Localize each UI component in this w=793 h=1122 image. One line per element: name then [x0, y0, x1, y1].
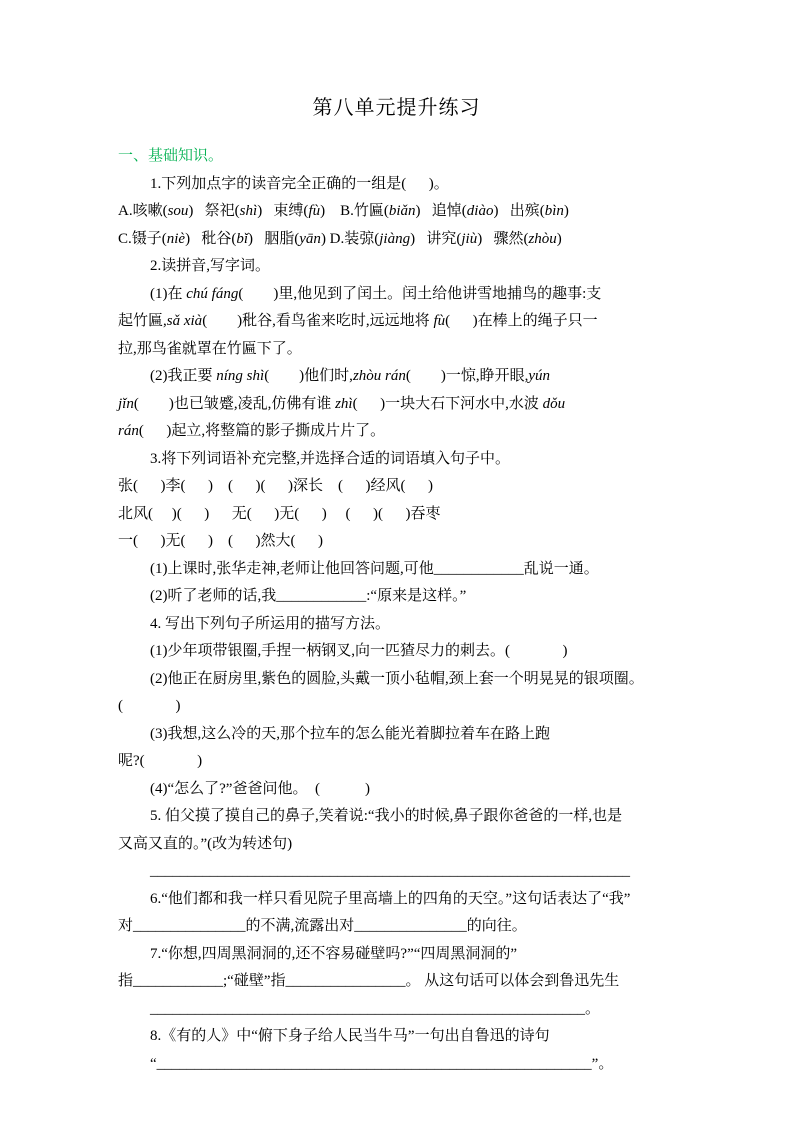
page-title: 第八单元提升练习: [312, 97, 481, 119]
text-segment: 拉,那鸟雀就罩在竹匾下了。: [118, 340, 302, 357]
document-line: [118, 171, 715, 199]
document-line: [118, 858, 715, 886]
text-segment: 张( )李( ) ( )( )深长 ( )经风( ): [118, 478, 433, 494]
text-segment: C.镊子(: [118, 230, 167, 247]
pinyin-text: niè: [166, 230, 186, 247]
text-segment: 4. 写出下列句子所运用的描写方法。: [150, 615, 391, 632]
pinyin-text: bǐ: [236, 230, 249, 247]
text-segment: 5. 伯父摸了摸自己的鼻子,笑着说:“我小的时候,鼻子跟你爸爸的一样,也是: [150, 808, 623, 824]
pinyin-text: fù: [308, 203, 321, 219]
document-line: [118, 941, 715, 969]
text-segment: (1)上课时,张华走神,老师让他回答问题,可他____________乱说一通。: [150, 560, 599, 577]
text-segment: ( )一惊,睁开眼,: [405, 368, 529, 384]
text-segment: 6.“他们都和我一样只看见院子里高墙上的四角的天空。”这句话表达了“我”: [150, 890, 631, 907]
text-segment: ) 祭祀(: [188, 203, 240, 219]
text-segment: 北风( )( ) 无( )无( ) ( )( )吞枣: [118, 505, 441, 522]
document-line: [118, 776, 715, 804]
section-heading: 一、基础知识。: [118, 148, 224, 164]
text-segment: ) 出殡(: [493, 203, 545, 219]
document-line: [118, 831, 715, 859]
pinyin-text: bìn: [544, 203, 564, 219]
text-segment: 7.“你想,四周黑洞洞的,还不容易碰壁吗?”“四周黑洞洞的”: [150, 945, 518, 962]
pinyin-text: yún: [528, 368, 551, 384]
document-line: [118, 473, 715, 501]
text-segment: 起竹匾,: [118, 313, 167, 329]
text-segment: 一( )无( ) ( )然大( ): [118, 533, 323, 549]
text-segment: 对_______________的不满,流露出对_______________的向往。: [118, 918, 527, 934]
document-body: [118, 171, 675, 1079]
document-line: [118, 666, 715, 694]
document-line: [118, 501, 715, 529]
document-line: [118, 446, 715, 474]
text-segment: A.咳嗽(: [118, 203, 168, 219]
text-segment: ________________________________________________________________: [150, 863, 630, 879]
document-line: [118, 968, 715, 996]
text-segment: ) 胭脂(: [248, 230, 300, 247]
text-segment: 1.下列加点字的读音完全正确的一组是( )。: [150, 175, 449, 192]
text-segment: ) D.装弶(: [320, 230, 380, 247]
text-segment: ( )也已皱蹙,凌乱,仿佛有谁: [133, 395, 336, 412]
document-line: [118, 391, 715, 419]
text-segment: ( )他们时,: [264, 368, 353, 384]
text-segment: ( )一块大石下河水中,水波: [352, 395, 543, 412]
text-segment: ( )起立,将整篇的影子撕成片片了。: [138, 423, 386, 439]
text-segment: ) 追悼(: [415, 203, 467, 219]
document-line: [118, 996, 715, 1024]
text-segment: 2.读拼音,写字词。: [150, 258, 271, 274]
pinyin-text: chú fáng: [186, 285, 239, 302]
document-line: [118, 1051, 715, 1079]
document-line: [118, 611, 715, 639]
text-segment: ( )秕谷,看鸟雀来吃时,远远地将: [202, 313, 434, 329]
text-segment: ) B.竹匾(: [320, 203, 389, 219]
document-line: [118, 583, 715, 611]
text-segment: ): [556, 230, 562, 247]
text-segment: __________________________________________________________。: [150, 1000, 601, 1017]
pinyin-text: zhì: [335, 395, 353, 412]
text-segment: 3.将下列词语补充完整,并选择合适的词语填入句子中。: [150, 450, 511, 467]
pinyin-text: níng shì: [216, 368, 265, 384]
document-line: [118, 748, 715, 776]
document-line: [118, 1023, 715, 1051]
pinyin-text: jiù: [461, 230, 478, 247]
document-line: [118, 913, 715, 941]
document-line: [118, 556, 715, 584]
pinyin-text: diào: [466, 203, 494, 219]
text-segment: 指____________;“碰壁”指________________。 从这句话可以体会到鲁迅先生: [118, 973, 620, 989]
document-line: [118, 308, 715, 336]
document-line: [118, 721, 715, 749]
text-segment: 呢?( ): [118, 753, 203, 769]
text-segment: (2)我正要: [150, 368, 217, 384]
text-segment: ) 束缚(: [257, 203, 309, 219]
pinyin-text: jiàng: [379, 230, 411, 247]
pinyin-text: yān: [299, 230, 321, 247]
text-segment: ) 讲究(: [410, 230, 462, 247]
text-segment: ( ): [118, 698, 181, 714]
text-segment: 又高又直的。”(改为转述句): [118, 835, 293, 852]
pinyin-text: dǒu: [542, 395, 566, 412]
document-line: [118, 336, 715, 364]
pinyin-text: rán: [118, 423, 139, 439]
document-line: [118, 418, 715, 446]
pinyin-text: zhòu rán: [352, 368, 406, 384]
text-segment: ) 秕谷(: [185, 230, 237, 247]
text-segment: 8.《有的人》中“俯下身子给人民当牛马”一句出自鲁迅的诗句: [150, 1028, 550, 1044]
document-line: [118, 803, 715, 831]
document-line: [118, 281, 715, 309]
text-segment: ): [563, 203, 569, 219]
pinyin-text: sou: [167, 203, 189, 219]
pinyin-text: fù: [433, 313, 446, 329]
document-line: [118, 226, 715, 254]
text-segment: (2)听了老师的话,我____________:“原来是这样。”: [150, 588, 467, 604]
text-segment: (4)“怎么了?”爸爸问他。 ( ): [150, 780, 370, 797]
text-segment: (1)在: [150, 285, 187, 302]
pinyin-text: biǎn: [388, 203, 416, 219]
pinyin-text: sǎ xià: [166, 313, 203, 329]
document-line: [118, 253, 715, 281]
text-segment: “__________________________________________________________”。: [150, 1055, 614, 1072]
text-segment: (2)他正在厨房里,紫色的圆脸,头戴一顶小毡帽,颈上套一个明晃晃的银项圈。: [150, 670, 644, 687]
text-segment: (1)少年项带银圈,手捏一柄钢叉,向一匹猹尽力的刺去。( ): [150, 643, 568, 659]
document-line: [118, 638, 715, 666]
document-line: [118, 198, 715, 226]
text-segment: ) 骤然(: [477, 230, 529, 247]
text-segment: ( )在棒上的绳子只一: [445, 313, 598, 329]
pinyin-text: zhòu: [528, 230, 557, 247]
pinyin-text: shì: [239, 203, 258, 219]
document-line: [118, 693, 715, 721]
document-line: [118, 886, 715, 914]
pinyin-text: jǐn: [118, 395, 134, 412]
text-segment: (3)我想,这么冷的天,那个拉车的怎么能光着脚拉着车在路上跑: [150, 725, 550, 742]
text-segment: ( )里,他见到了闰土。闰土给他讲雪地捕鸟的趣事:支: [238, 285, 602, 302]
document-line: [118, 528, 715, 556]
document-line: [118, 363, 715, 391]
